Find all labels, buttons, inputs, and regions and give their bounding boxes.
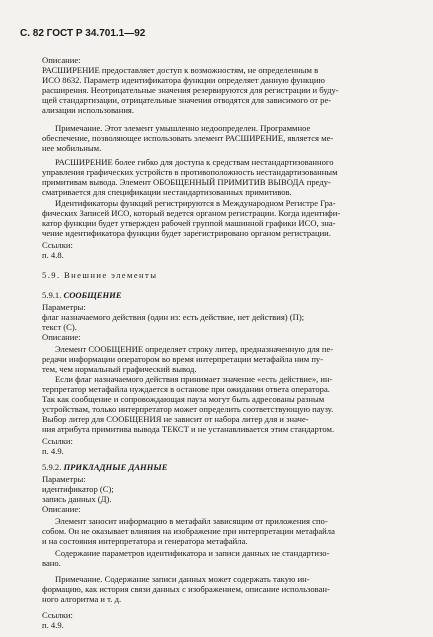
subsection-title: ПРИКЛАДНЫЕ ДАННЫЕ — [63, 462, 168, 472]
paragraph-line: и на состояния интерпретатора и генератора метафайла. — [42, 536, 248, 546]
params-label: Параметры: — [42, 302, 86, 312]
subsection-number: 5.9.2. — [42, 462, 64, 472]
param-item: запись данных (Д). — [42, 494, 112, 504]
params-label: Параметры: — [42, 474, 86, 484]
paragraph-line: Содержание параметров идентификатора и записи данных не стандартизо- — [55, 548, 330, 558]
note-line: формацию, как история связи данных с изображением, описание использован- — [42, 584, 330, 594]
subsection-title: СООБЩЕНИЕ — [63, 290, 122, 300]
paragraph-line: вано. — [42, 558, 61, 568]
description-label: Описание: — [42, 332, 81, 342]
subsection-heading — [42, 290, 122, 300]
paragraph-line: фических Записей ИСО, который ведется органом регистрации. Когда идентифи- — [42, 208, 341, 218]
paragraph-line: ализации использования. — [42, 105, 135, 115]
page-header: С. 82 ГОСТ Р 34.701.1—92 — [20, 28, 146, 39]
subsection-heading — [42, 462, 167, 472]
paragraph-line: собом. Он не оказывает влияния на изображение при интерпретации метафайла — [42, 526, 335, 536]
paragraph-line: расширения. Неотрицательные значения резервируются для регистрации и буду- — [42, 85, 339, 95]
reference-item: п. 4.8. — [42, 250, 64, 260]
subsection-number: 5.9.1. — [42, 290, 64, 300]
section-heading: 5.9. Внешние элементы — [42, 270, 158, 280]
description-label: Описание: — [42, 504, 81, 514]
paragraph-line: сматривается для спецификации нестандартизованных примитивов. — [42, 187, 292, 197]
paragraph-line: чение идентификатора функции будет зарегистрировано органом регистрации. — [42, 228, 331, 238]
paragraph-line: щей стандартизации, отрицательные значения отводятся для зависимого от ре- — [42, 95, 332, 105]
note-line: нее мобильным. — [42, 143, 102, 153]
paragraph-line: ния атрибута примитива вывода ТЕКСТ и не устанавливается этим стандартом. — [42, 424, 335, 434]
references-label: Ссылки: — [42, 436, 73, 446]
paragraph-line: РАСШИРЕНИЕ более гибко для доступа к средствам нестандартизованного — [55, 157, 334, 167]
paragraph-line: Элемент СООБЩЕНИЕ определяет строку литер, предназначенную для пе- — [55, 344, 334, 354]
reference-item: п. 4.9. — [42, 620, 64, 630]
param-item: флаг назначаемого действия (один из: есть действие, нет действия) (П); — [42, 312, 305, 322]
note-line: Примечание. Содержание записи данных может содержать такую ин- — [55, 574, 310, 584]
paragraph-line: примитивам вывода. Элемент ОБОБЩЕННЫЙ ПРИМИТИВ ВЫВОДА преду- — [42, 177, 331, 187]
paragraph-line: РАСШИРЕНИЕ предоставляет доступ к возможностям, не определенным в — [42, 65, 319, 75]
paragraph-line: Элемент заносит информацию в метафайл зависящим от приложения спо- — [55, 516, 328, 526]
description-label: Описание: — [42, 55, 81, 65]
reference-item: п. 4.9. — [42, 446, 64, 456]
paragraph-line: Так как сообщение и сопровождающая пауза могут быть адресованы разным — [42, 394, 325, 404]
paragraph-line: ИСО 8632. Параметр идентификатора функции определяет данную функцию — [42, 75, 325, 85]
references-label: Ссылки: — [42, 610, 73, 620]
param-item: текст (С). — [42, 322, 77, 332]
param-item: идентификатор (С); — [42, 484, 114, 494]
note-line: обеспечение, позволяющее использовать элемент РАСШИРЕНИЕ, является ме- — [42, 133, 334, 143]
paragraph-line: катор функции будет утвержден рабочей группой машинной графики ИСО, зна- — [42, 218, 336, 228]
paragraph-line: устройствам, только интерпретатор может определить соответствующую паузу. — [42, 404, 334, 414]
references-label: Ссылки: — [42, 240, 73, 250]
note-line: ного алгоритма и т. д. — [42, 594, 122, 604]
paragraph-line: Идентификаторы функций регистрируются в Международном Регистре Гра- — [55, 198, 336, 208]
paragraph-line: редачи информации оператором во время интерпретации метафайла ним пу- — [42, 354, 324, 364]
paragraph-line: тем, чем нормальный графический вывод. — [42, 364, 197, 374]
paragraph-line: Если флаг назначаемого действия принимает значение «есть действие», ин- — [55, 374, 333, 384]
paragraph-line: Выбор литер для СООБЩЕНИЯ не зависит от набора литер для и значе- — [42, 414, 309, 424]
note-line: Примечание. Этот элемент умышленно недоопределен. Программное — [55, 123, 311, 133]
paragraph-line: терпретатор метафайла нуждается в останове при ожидании ответа оператора. — [42, 384, 330, 394]
paragraph-line: управления графических устройств в противоположность нестандартизованным — [42, 167, 338, 177]
